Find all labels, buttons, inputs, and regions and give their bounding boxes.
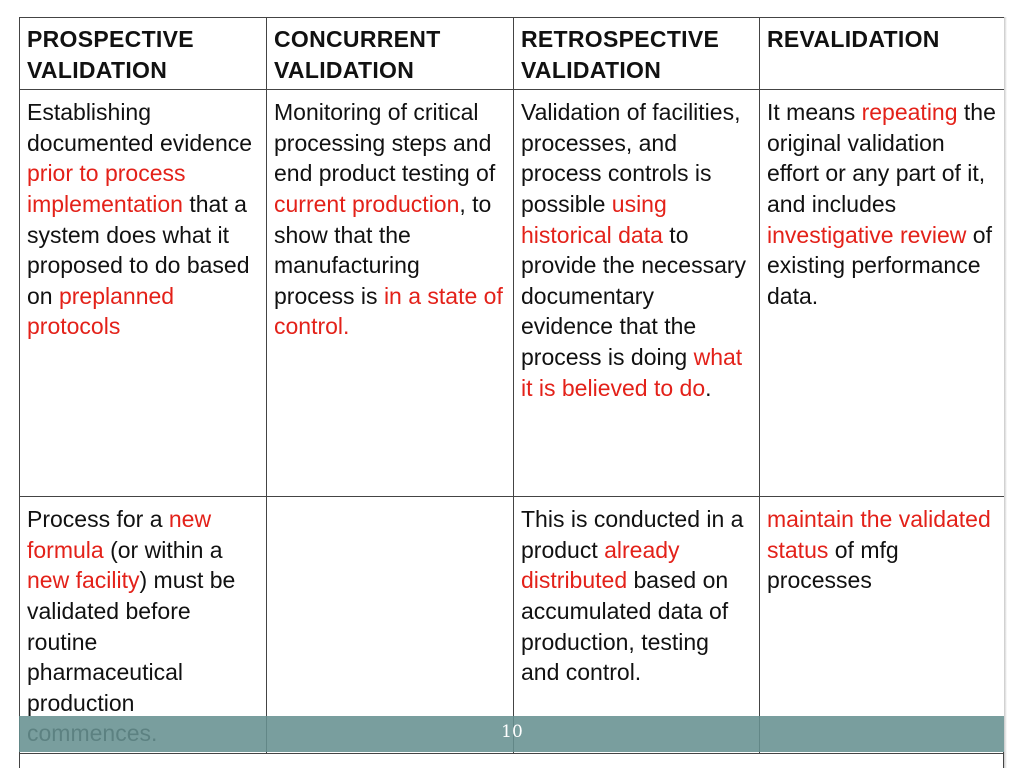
header-line: PROSPECTIVE xyxy=(27,26,194,52)
text-run: It means xyxy=(767,99,862,126)
highlight-run: already distributed xyxy=(521,536,680,594)
highlight-run: in a state of control. xyxy=(274,282,503,340)
highlight-run: current production xyxy=(274,190,460,217)
text-run: the original validation effort or any part of it, and includes xyxy=(767,99,996,217)
text-run: that a system does what it proposed to do based on xyxy=(27,190,250,309)
text-run: . xyxy=(705,374,712,401)
application-row xyxy=(20,497,1005,754)
highlight-run: new formula xyxy=(27,506,212,563)
highlight-run: maintain the validated status xyxy=(767,506,991,563)
text-run: This is conducted in a product xyxy=(521,506,744,563)
highlight-run: repeating xyxy=(861,99,958,126)
text-run: ) must be validated before routine pharmaceutical production xyxy=(27,567,236,716)
text-run: Establishing documented evidence xyxy=(27,99,253,156)
text-run: Validation of facilities, processes, and process controls is possible xyxy=(521,99,741,217)
highlight-run: new facility xyxy=(27,567,140,594)
header-retrospective xyxy=(514,18,760,90)
header-line: REVALIDATION xyxy=(767,26,940,52)
header-line: VALIDATION xyxy=(274,56,415,83)
header-line: RETROSPECTIVE xyxy=(521,26,720,52)
definition-prospective xyxy=(20,90,267,497)
header-line: VALIDATION xyxy=(27,56,168,83)
application-prospective xyxy=(20,497,267,754)
header-concurrent xyxy=(267,18,514,90)
text-run: Monitoring of critical processing steps and end product testing of xyxy=(274,99,496,187)
text-run: of mfg processes xyxy=(767,536,899,594)
text-run: Process for a xyxy=(27,506,169,533)
text-run: (or within a xyxy=(103,536,223,563)
highlight-run: preplanned protocols xyxy=(27,282,175,340)
definition-concurrent xyxy=(267,90,514,497)
highlight-run: using historical data xyxy=(521,190,667,248)
application-concurrent xyxy=(267,497,514,754)
text-run: to provide the necessary documentary evidence that the process is doing xyxy=(521,221,747,370)
highlight-run: what it is believed to do xyxy=(521,343,743,401)
highlight-run: investigative review xyxy=(767,221,967,248)
text-run: of existing performance data. xyxy=(767,221,992,309)
slide-edge-shadow xyxy=(1004,17,1007,768)
header-line: VALIDATION xyxy=(521,56,662,83)
application-revalidation xyxy=(760,497,1005,754)
page-number: 10 xyxy=(501,722,523,742)
definition-retrospective xyxy=(514,90,760,497)
text-run: based on accumulated data of production, testing and control. xyxy=(521,567,729,686)
header-prospective xyxy=(20,18,267,90)
header-line: CONCURRENT xyxy=(274,26,441,52)
validation-types-table xyxy=(19,17,1005,754)
table-bottom-continuation xyxy=(19,752,1004,768)
definition-row xyxy=(20,90,1005,497)
definition-revalidation xyxy=(760,90,1005,497)
header-revalidation xyxy=(760,18,1005,90)
header-row xyxy=(20,18,1005,90)
highlight-run: prior to process implementation xyxy=(27,160,186,217)
text-run: , to show that the manufacturing process is xyxy=(274,190,492,309)
application-retrospective xyxy=(514,497,760,754)
